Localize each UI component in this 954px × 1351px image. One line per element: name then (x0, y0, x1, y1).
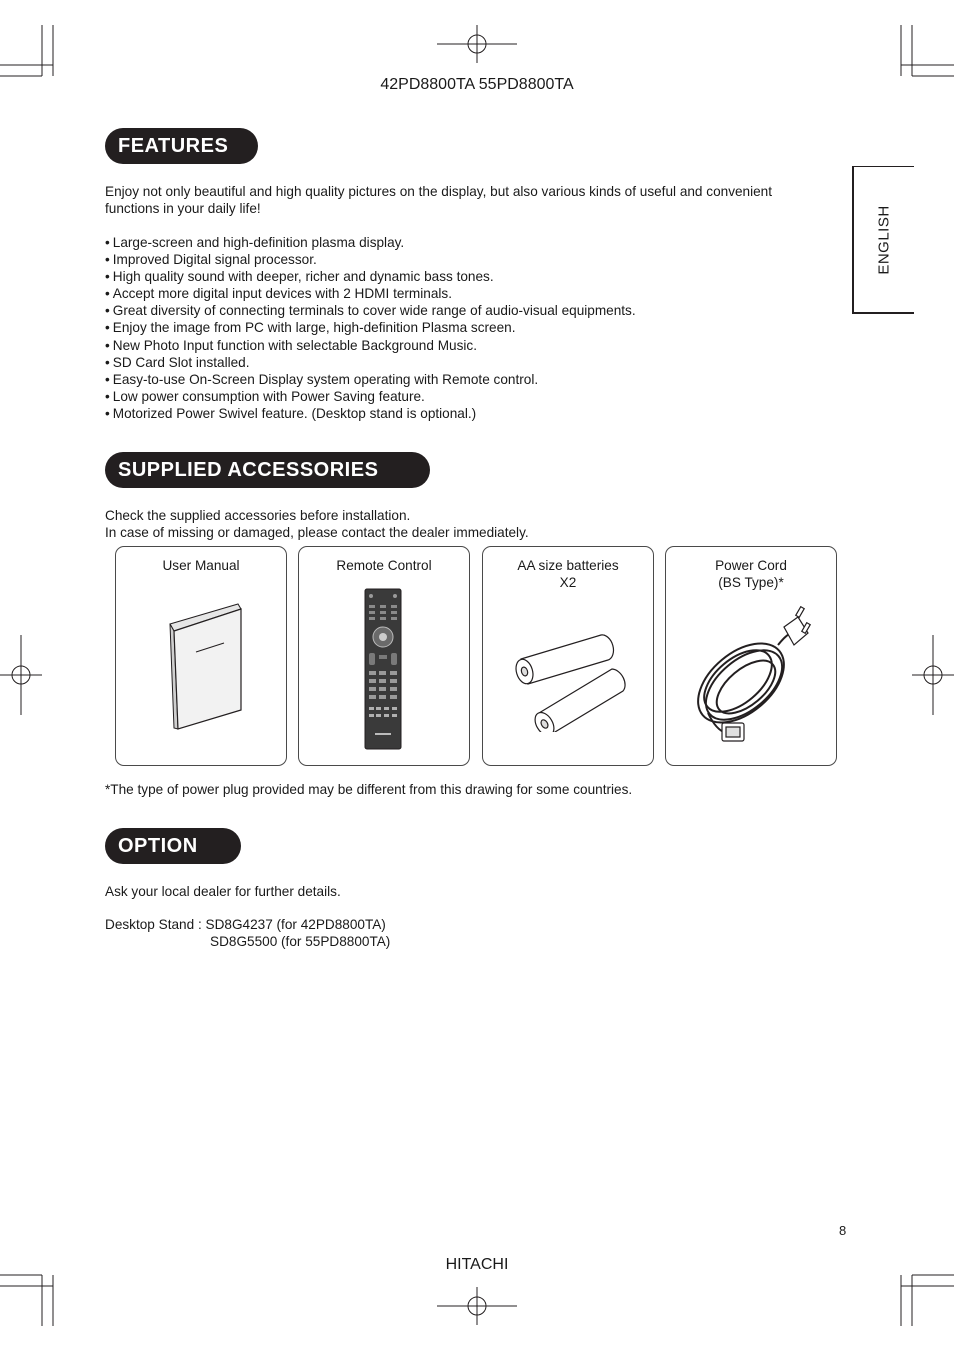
accessories-intro-line: In case of missing or damaged, please contact the dealer immediately. (105, 525, 529, 540)
option-heading: OPTION (105, 828, 241, 864)
accessory-batteries (482, 546, 654, 766)
accessory-label (116, 557, 286, 574)
feature-item: • Great diversity of connecting terminals to cover wide range of audio-visual equipments. (105, 302, 636, 319)
accessory-label (299, 557, 469, 574)
option-intro: Ask your local dealer for further details. (105, 884, 341, 899)
accessory-power-cord (665, 546, 837, 766)
accessory-label (483, 557, 653, 591)
accessory-label-line: User Manual (162, 558, 240, 573)
accessory-label-line: AA size batteries (517, 558, 619, 573)
features-heading: FEATURES (105, 128, 258, 164)
feature-item: • Motorized Power Swivel feature. (Desktop stand is optional.) (105, 405, 636, 422)
option-stand (105, 916, 390, 950)
remote-control-icon (363, 587, 403, 752)
feature-item: • Low power consumption with Power Saving feature. (105, 388, 636, 405)
accessories-footnote: *The type of power plug provided may be different from this drawing for some countries. (105, 782, 633, 797)
language-tab-label: ENGLISH (875, 204, 893, 275)
accessory-label-line: X2 (559, 575, 577, 590)
feature-item: • Enjoy the image from PC with large, high-definition Plasma screen. (105, 319, 636, 336)
model-numbers: 42PD8800TA 55PD8800TA (380, 76, 574, 93)
page-number: 8 (839, 1223, 847, 1238)
accessory-user-manual (115, 546, 287, 766)
accessories-intro-line: Check the supplied accessories before installation. (105, 508, 411, 523)
stand-label: Desktop Stand : (105, 917, 206, 932)
stand-model: SD8G5500 (for 55PD8800TA) (210, 934, 391, 949)
user-manual-icon (166, 602, 246, 732)
accessory-label-line: Remote Control (336, 558, 432, 573)
feature-item: • Improved Digital signal processor. (105, 251, 636, 268)
features-list (105, 234, 636, 422)
accessory-label-line: (BS Type)* (718, 575, 784, 590)
accessory-label (666, 557, 836, 591)
features-intro-line: functions in your daily life! (105, 201, 261, 216)
power-cord-icon (686, 605, 816, 750)
batteries-icon (513, 627, 628, 732)
feature-item: • SD Card Slot installed. (105, 354, 636, 371)
feature-item: • High quality sound with deeper, richer and dynamic bass tones. (105, 268, 636, 285)
accessory-remote-control (298, 546, 470, 766)
accessory-label-line: Power Cord (715, 558, 787, 573)
language-tab (852, 166, 914, 314)
accessories-heading: SUPPLIED ACCESSORIES (105, 452, 430, 488)
accessories-intro (105, 507, 529, 541)
features-intro-line: Enjoy not only beautiful and high quality pictures on the display, but also various kinds of useful and convenient (105, 184, 773, 199)
feature-item: • Accept more digital input devices with 2 HDMI terminals. (105, 285, 636, 302)
stand-model: SD8G4237 (for 42PD8800TA) (205, 917, 386, 932)
feature-item: • Easy-to-use On-Screen Display system operating with Remote control. (105, 371, 636, 388)
feature-item: • New Photo Input function with selectable Background Music. (105, 337, 636, 354)
brand-name: HITACHI (445, 1256, 509, 1273)
feature-item: • Large-screen and high-definition plasma display. (105, 234, 636, 251)
features-intro (105, 183, 772, 217)
